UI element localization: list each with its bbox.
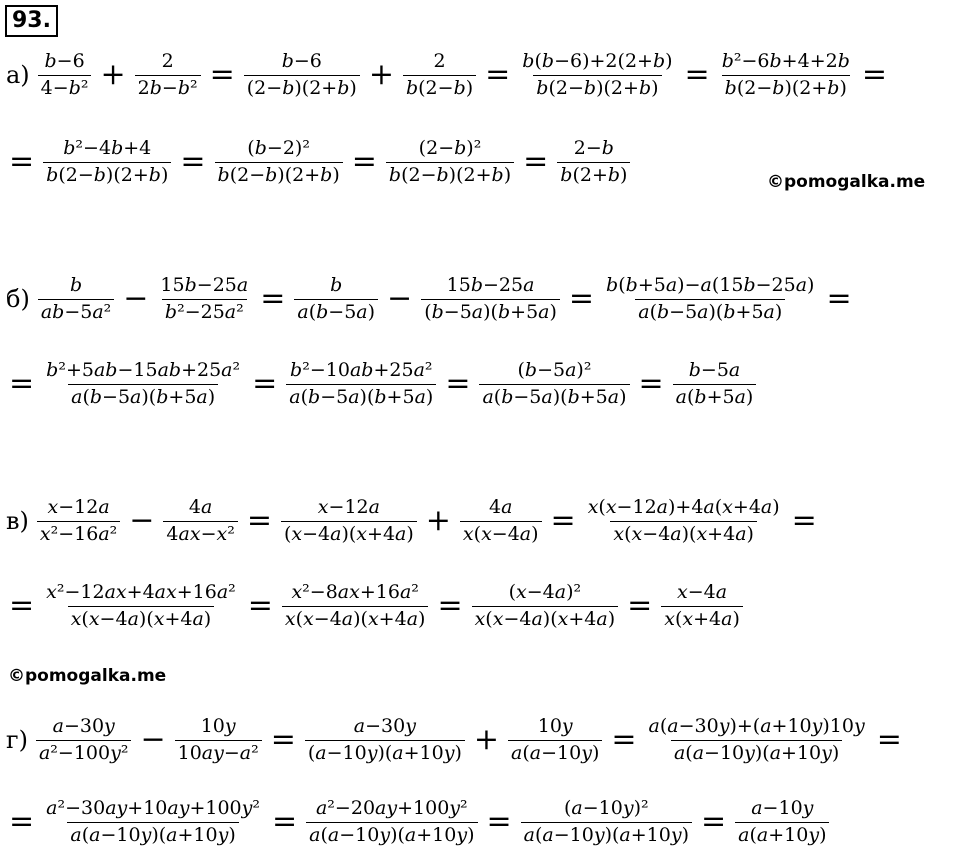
numerator: b²−4b+4 <box>63 136 152 159</box>
denominator: b(2−b)(2+b) <box>386 162 514 186</box>
denominator: b(2−b)(2+b) <box>533 75 661 99</box>
numerator: x−12a <box>317 495 380 518</box>
denominator: a(b−5a)(b+5a) <box>479 384 629 408</box>
fraction <box>43 796 263 846</box>
fraction <box>557 136 630 186</box>
fraction <box>421 273 560 323</box>
denominator: b²−25a² <box>162 299 247 323</box>
numerator: a−10y <box>751 796 814 819</box>
operator: = <box>861 57 888 92</box>
denominator: x²−16a² <box>37 521 120 545</box>
numerator: b(b+5a)−a(15b−25a) <box>606 273 815 296</box>
operator: = <box>9 804 35 839</box>
numerator: a²−30ay+10ay+100y² <box>46 796 260 819</box>
numerator: (x−4a)² <box>508 580 582 603</box>
operator: = <box>791 503 817 538</box>
fraction <box>646 714 868 764</box>
operator: = <box>523 144 549 179</box>
equation-line <box>0 130 632 194</box>
operator: = <box>180 144 206 179</box>
denominator: b(2+b) <box>557 162 630 186</box>
denominator: ab−5a² <box>38 299 114 323</box>
fraction <box>36 714 132 764</box>
numerator: b²−6b+4+2b <box>721 49 850 72</box>
fraction <box>719 49 853 99</box>
denominator: a²−100y² <box>36 740 132 764</box>
fraction <box>157 273 251 323</box>
part-label: а) <box>6 61 30 89</box>
fraction <box>286 358 436 408</box>
fraction <box>479 358 629 408</box>
numerator: (b−2)² <box>247 136 310 159</box>
numerator: 2−b <box>573 136 614 159</box>
operator: = <box>260 281 286 316</box>
fraction <box>460 495 542 545</box>
fraction <box>519 49 675 99</box>
equation-line <box>0 267 859 331</box>
numerator: 4a <box>489 495 513 518</box>
fraction <box>386 136 514 186</box>
denominator: (x−4a)(x+4a) <box>281 521 417 545</box>
fraction <box>282 580 429 630</box>
fraction <box>305 714 465 764</box>
operator: + <box>100 57 126 92</box>
numerator: b <box>69 273 83 296</box>
denominator: x(x−4a)(x+4a) <box>68 606 215 630</box>
equation-line <box>0 574 745 638</box>
fraction <box>38 49 92 99</box>
fraction <box>135 49 201 99</box>
watermark: ©pomogalka.me <box>8 666 167 686</box>
numerator: x−4a <box>677 580 728 603</box>
fraction <box>244 49 360 99</box>
operator: − <box>123 281 149 316</box>
numerator: a(a−30y)+(a+10y)10y <box>648 714 865 737</box>
part-label: б) <box>6 285 30 313</box>
numerator: b²−10ab+25a² <box>290 358 433 381</box>
fraction <box>43 358 243 408</box>
numerator: a−30y <box>52 714 115 737</box>
fraction <box>175 714 262 764</box>
numerator: 15b−25a <box>446 273 535 296</box>
denominator: a(a−10y)(a+10y) <box>67 822 238 846</box>
operator: = <box>611 722 637 757</box>
numerator: 4a <box>188 495 213 518</box>
denominator: 10ay−a² <box>175 740 262 764</box>
operator: = <box>9 144 35 179</box>
denominator: a(b+5a) <box>673 384 757 408</box>
numerator: x²−8ax+16a² <box>291 580 419 603</box>
operator: + <box>473 722 500 757</box>
numerator: (a−10y)² <box>564 796 649 819</box>
operator: + <box>425 503 451 538</box>
operator: + <box>368 57 394 92</box>
denominator: x(x−4a)(x+4a) <box>610 521 757 545</box>
numerator: x²−12ax+4ax+16a² <box>46 580 236 603</box>
equation-line <box>0 43 894 107</box>
fraction <box>37 495 120 545</box>
fraction <box>281 495 417 545</box>
operator: = <box>209 57 235 92</box>
denominator: (a−10y)(a+10y) <box>305 740 465 764</box>
numerator: 2 <box>433 49 446 72</box>
equation-line <box>0 352 758 416</box>
operator: = <box>627 588 653 623</box>
operator: = <box>701 804 727 839</box>
operator: = <box>351 144 377 179</box>
denominator: a(a−10y) <box>508 740 602 764</box>
fraction <box>43 580 239 630</box>
operator: = <box>638 366 664 401</box>
denominator: (2−b)(2+b) <box>244 75 360 99</box>
numerator: 10y <box>537 714 573 737</box>
operator: = <box>246 503 272 538</box>
fraction <box>585 495 783 545</box>
numerator: b−5a <box>688 358 741 381</box>
denominator: 2b−b² <box>135 75 201 99</box>
denominator: (b−5a)(b+5a) <box>421 299 560 323</box>
operator: = <box>684 57 710 92</box>
fraction <box>472 580 619 630</box>
denominator: a(b−5a)(b+5a) <box>635 299 785 323</box>
part-label: в) <box>6 507 29 535</box>
fraction <box>508 714 602 764</box>
denominator: 4ax−x² <box>163 521 237 545</box>
denominator: a(a−10y)(a+10y) <box>671 740 842 764</box>
numerator: 10y <box>200 714 236 737</box>
numerator: b(b−6)+2(2+b) <box>522 49 673 72</box>
denominator: a(a−10y)(a+10y) <box>306 822 477 846</box>
denominator: x(x−4a)(x+4a) <box>282 606 429 630</box>
fraction <box>403 49 476 99</box>
operator: − <box>140 722 166 757</box>
denominator: a(b−5a)(b+5a) <box>286 384 436 408</box>
denominator: a(a+10y) <box>735 822 829 846</box>
fraction <box>294 273 378 323</box>
numerator: 2 <box>161 49 174 72</box>
fraction <box>735 796 829 846</box>
numerator: b²+5ab−15ab+25a² <box>46 358 241 381</box>
numerator: x−12a <box>47 495 110 518</box>
denominator: b(2−b) <box>403 75 476 99</box>
denominator: x(x−4a)(x+4a) <box>472 606 619 630</box>
equation-line <box>0 708 909 772</box>
operator: = <box>9 366 35 401</box>
numerator: 15b−25a <box>160 273 249 296</box>
denominator: x(x+4a) <box>661 606 743 630</box>
fraction <box>603 273 817 323</box>
denominator: b(2−b)(2+b) <box>215 162 343 186</box>
fraction <box>306 796 477 846</box>
operator: = <box>272 804 298 839</box>
numerator: a²−20ay+100y² <box>315 796 468 819</box>
numerator: (2−b)² <box>418 136 482 159</box>
denominator: 4−b² <box>38 75 92 99</box>
equation-line <box>0 790 831 854</box>
problem-number: 93. <box>5 5 58 37</box>
operator: = <box>9 588 35 623</box>
denominator: x(x−4a) <box>460 521 542 545</box>
denominator: a(a−10y)(a+10y) <box>521 822 692 846</box>
operator: = <box>826 281 852 316</box>
fraction <box>43 136 171 186</box>
operator: = <box>270 722 296 757</box>
fraction <box>673 358 757 408</box>
operator: = <box>485 57 511 92</box>
fraction <box>163 495 237 545</box>
fraction <box>521 796 692 846</box>
numerator: b <box>330 273 343 296</box>
operator: = <box>550 503 576 538</box>
numerator: b−6 <box>44 49 85 72</box>
operator: = <box>876 722 902 757</box>
operator: − <box>129 503 155 538</box>
watermark: ©pomogalka.me <box>767 172 926 192</box>
numerator: a−30y <box>353 714 416 737</box>
operator: = <box>486 804 512 839</box>
part-label: г) <box>6 726 28 754</box>
fraction <box>215 136 343 186</box>
operator: = <box>247 588 273 623</box>
operator: − <box>387 281 413 316</box>
numerator: (b−5a)² <box>517 358 592 381</box>
numerator: b−6 <box>281 49 322 72</box>
operator: = <box>445 366 471 401</box>
denominator: b(2−b)(2+b) <box>43 162 171 186</box>
fraction <box>661 580 743 630</box>
equation-line <box>0 489 824 553</box>
fraction <box>38 273 114 323</box>
operator: = <box>252 366 278 401</box>
operator: = <box>568 281 595 316</box>
denominator: a(b−5a) <box>294 299 378 323</box>
numerator: x(x−12a)+4a(x+4a) <box>587 495 780 518</box>
denominator: a(b−5a)(b+5a) <box>68 384 218 408</box>
denominator: b(2−b)(2+b) <box>722 75 850 99</box>
operator: = <box>437 588 463 623</box>
